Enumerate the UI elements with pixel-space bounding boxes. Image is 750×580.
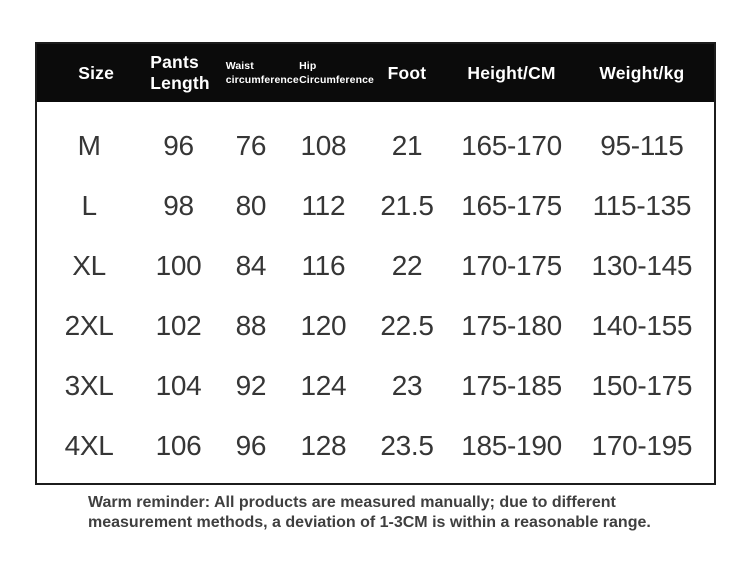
table-cell: 23 bbox=[391, 370, 423, 401]
table-cell: 170-175 bbox=[461, 250, 562, 281]
table-cell: 100 bbox=[155, 250, 202, 281]
table-cell: 98 bbox=[163, 190, 194, 221]
table-cell: 76 bbox=[235, 130, 267, 161]
table-cell: L bbox=[81, 190, 97, 221]
table-cell: 116 bbox=[301, 250, 346, 281]
table-cell: 96 bbox=[235, 430, 267, 461]
table-cell: 170-195 bbox=[591, 430, 693, 461]
table-cell: 115-135 bbox=[592, 190, 692, 221]
table-cell: 95-115 bbox=[600, 130, 684, 161]
table-cell: 150-175 bbox=[591, 370, 693, 401]
table-cell: 175-180 bbox=[461, 310, 562, 341]
table-cell: 22 bbox=[391, 250, 423, 281]
table-cell: 130-145 bbox=[591, 250, 693, 281]
column-header-weight: Weight/kg bbox=[599, 62, 685, 83]
table-cell: M bbox=[77, 130, 101, 161]
table-body bbox=[37, 102, 714, 476]
table-cell: 104 bbox=[155, 370, 202, 401]
size-chart-table-box bbox=[35, 42, 716, 485]
table-row bbox=[37, 416, 714, 476]
measurement-note-line2: measurement methods, a deviation of 1-3CM is within a reasonable range. bbox=[88, 514, 651, 531]
column-header-waist-circumference: Waist circumference bbox=[225, 59, 299, 86]
table-cell: 2XL bbox=[64, 310, 114, 341]
column-header-size: Size bbox=[78, 62, 115, 83]
measurement-note-line1: Warm reminder: All products are measured manually; due to different bbox=[88, 494, 616, 511]
table-cell: 165-175 bbox=[461, 190, 562, 221]
table-cell: 106 bbox=[155, 430, 202, 461]
table-cell: 124 bbox=[300, 370, 347, 401]
table-cell: XL bbox=[72, 250, 106, 281]
table-row bbox=[37, 236, 714, 296]
table-cell: 140-155 bbox=[591, 310, 693, 341]
table-cell: 185-190 bbox=[461, 430, 562, 461]
measurement-note bbox=[88, 493, 651, 533]
column-header-foot: Foot bbox=[387, 62, 427, 83]
table-row bbox=[37, 102, 714, 176]
table-cell: 175-185 bbox=[461, 370, 562, 401]
table-cell: 102 bbox=[155, 310, 202, 341]
table-cell: 80 bbox=[235, 190, 267, 221]
table-cell: 23.5 bbox=[380, 430, 434, 461]
table-cell: 21.5 bbox=[380, 190, 434, 221]
table-cell: 108 bbox=[300, 130, 347, 161]
table-cell: 4XL bbox=[64, 430, 114, 461]
table-header bbox=[37, 44, 714, 102]
table-cell: 128 bbox=[300, 430, 347, 461]
table-cell: 21 bbox=[391, 130, 423, 161]
column-header-pants-length: Pants Length bbox=[150, 52, 210, 93]
table-row bbox=[37, 356, 714, 416]
table-cell: 92 bbox=[235, 370, 267, 401]
column-header-hip-circumference: Hip Circumference bbox=[299, 59, 374, 86]
table-header-row bbox=[37, 44, 714, 102]
column-header-height: Height/CM bbox=[467, 62, 556, 83]
table-row bbox=[37, 296, 714, 356]
table-cell: 96 bbox=[163, 130, 194, 161]
table-cell: 88 bbox=[235, 310, 267, 341]
table-cell: 84 bbox=[235, 250, 267, 281]
table-row bbox=[37, 176, 714, 236]
table-cell: 165-170 bbox=[461, 130, 562, 161]
table-cell: 120 bbox=[300, 310, 347, 341]
table-cell: 3XL bbox=[64, 370, 114, 401]
table-cell: 22.5 bbox=[380, 310, 434, 341]
table-cell: 112 bbox=[301, 190, 346, 221]
size-table bbox=[37, 44, 714, 476]
